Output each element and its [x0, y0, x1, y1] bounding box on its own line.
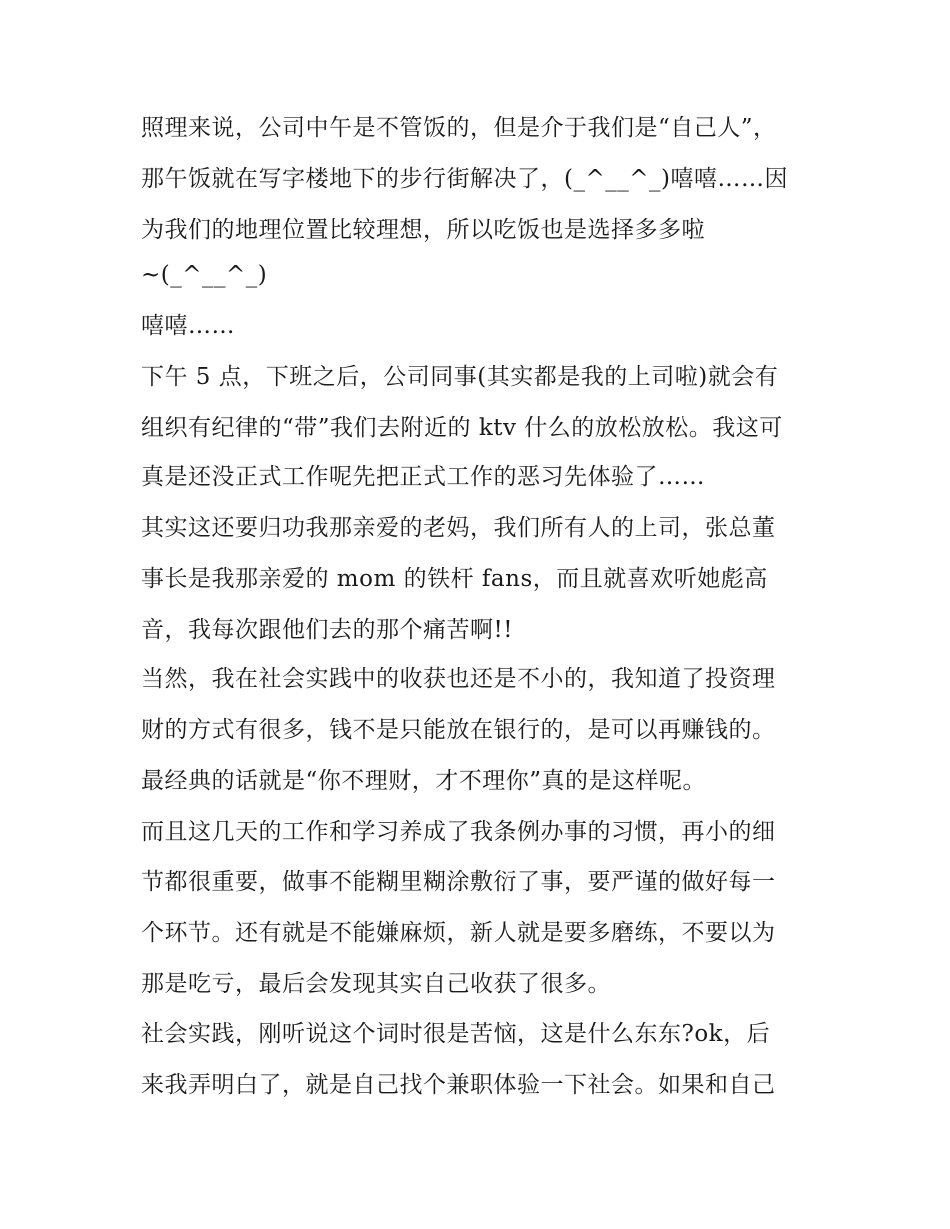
- text-line: 那是吃亏，最后会发现其实自己收获了很多。: [141, 971, 611, 997]
- text-line: 那午饭就在写字楼地下的步行街解决了，(_^__^_)嘻嘻……因: [141, 166, 788, 192]
- text-line: 节都很重要，做事不能糊里糊涂敷衍了事，要严谨的做好每一: [141, 869, 776, 895]
- text-line: 为我们的地理位置比较理想，所以吃饭也是选择多多啦: [141, 217, 705, 243]
- text-line: 来我弄明白了，就是自己找个兼职体验一下社会。如果和自己: [141, 1072, 776, 1098]
- text-line: 真是还没正式工作呢先把正式工作的恶习先体验了……: [141, 464, 705, 490]
- text-line: 最经典的话就是“你不理财，才不理你”真的是这样呢。: [141, 768, 707, 794]
- text-line: 当然，我在社会实践中的收获也还是不小的，我知道了投资理: [141, 666, 776, 692]
- text-line: 财的方式有很多，钱不是只能放在银行的，是可以再赚钱的。: [141, 717, 776, 743]
- text-line: 下午 5 点，下班之后，公司同事(其实都是我的上司啦)就会有: [141, 364, 779, 390]
- text-line: 嘻嘻……: [141, 313, 235, 339]
- text-line: ~(_^__^_): [141, 262, 268, 288]
- text-line: 组织有纪律的“带”我们去附近的 ktv 什么的放松放松。我这可: [141, 415, 783, 441]
- text-line: 社会实践，刚听说这个词时很是苦恼，这是什么东东?ok，后: [141, 1021, 771, 1047]
- text-line: 而且这几天的工作和学习养成了我条例办事的习惯，再小的细: [141, 819, 776, 845]
- text-line: 事长是我那亲爱的 mom 的铁杆 fans，而且就喜欢听她彪高: [141, 566, 768, 592]
- text-line: 照理来说，公司中午是不管饭的，但是介于我们是“自己人”，: [141, 115, 777, 141]
- text-line: 个环节。还有就是不能嫌麻烦，新人就是要多磨练，不要以为: [141, 920, 776, 946]
- text-line: 其实这还要归功我那亲爱的老妈，我们所有人的上司，张总董: [141, 515, 776, 541]
- text-line: 音，我每次跟他们去的那个痛苦啊!!: [141, 617, 513, 643]
